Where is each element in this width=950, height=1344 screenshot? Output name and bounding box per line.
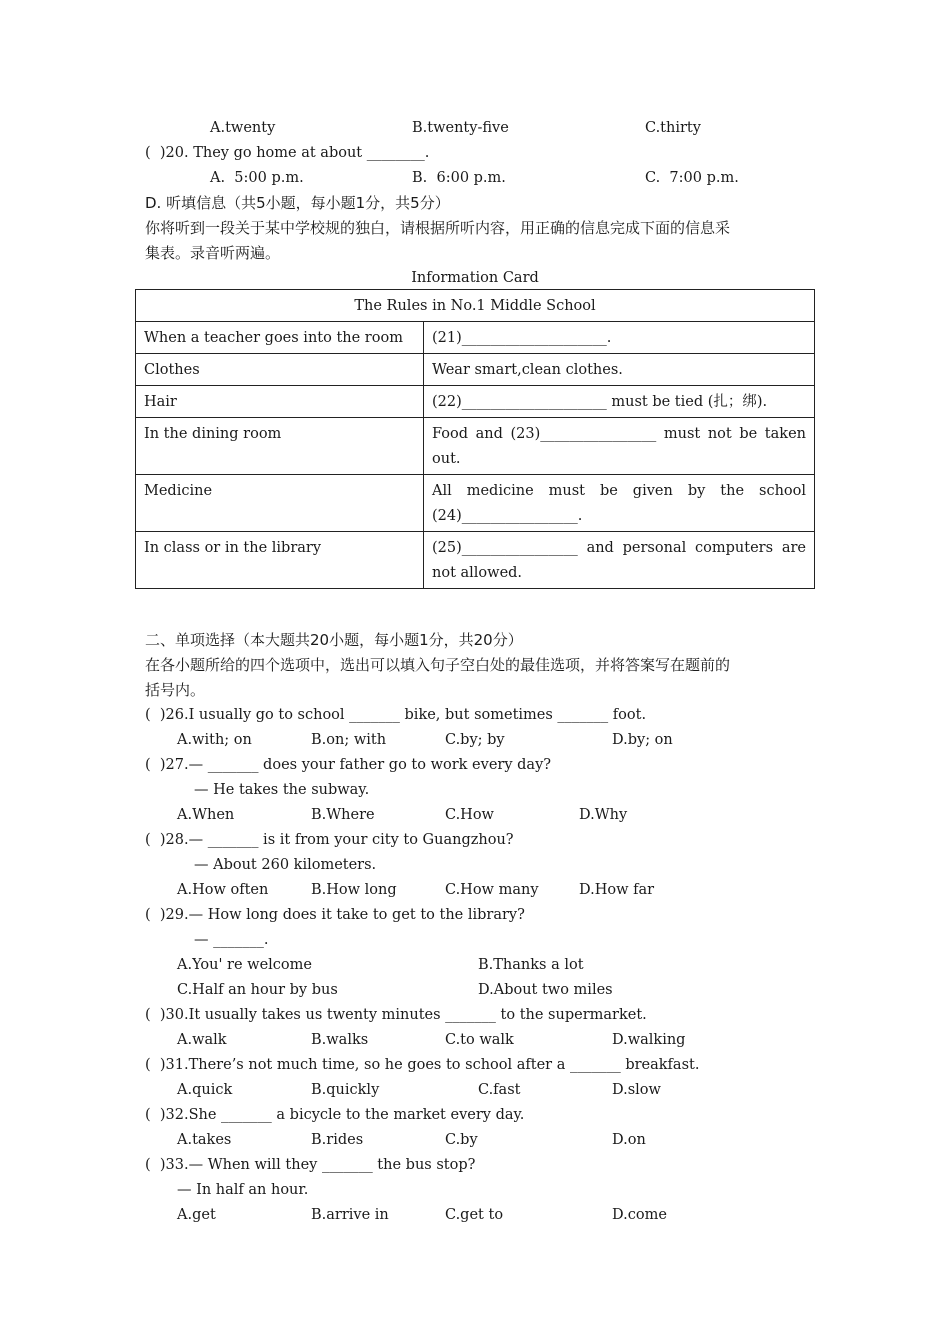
row-value: (25)________________ and personal computers are not allowed. — [424, 532, 815, 589]
table-row — [136, 322, 815, 354]
q30-option-b: B.walks — [311, 1032, 369, 1048]
table-row — [136, 532, 815, 589]
q28-option-b: B.How long — [311, 882, 397, 898]
q27-reply: — He takes the subway. — [194, 782, 370, 798]
q20-stem: ( )20. They go home at about ________. — [145, 145, 430, 161]
q33-stem: ( )33.— When will they _______ the bus stop? — [145, 1157, 476, 1173]
q20-option-b: B. 6:00 p.m. — [412, 170, 506, 186]
q32-option-a: A.takes — [177, 1132, 232, 1148]
q28-stem: ( )28.— _______ is it from your city to Guangzhou? — [145, 832, 514, 848]
q32-option-b: B.rides — [311, 1132, 364, 1148]
section-d-intro-line1: 你将听到一段关于某中学校规的独白，请根据所听内容，用正确的信息完成下面的信息采 — [145, 219, 731, 237]
row-key: Hair — [136, 386, 424, 418]
q19-option-c: C.thirty — [645, 120, 701, 136]
q33-reply: — In half an hour. — [177, 1182, 309, 1198]
card-caption: Information Card — [411, 270, 539, 286]
information-card-table — [135, 289, 815, 589]
table-row — [136, 418, 815, 475]
card-header: The Rules in No.1 Middle School — [136, 290, 815, 322]
q26-option-a: A.with; on — [177, 732, 252, 748]
q30-stem: ( )30.It usually takes us twenty minutes _______ to the supermarket. — [145, 1007, 647, 1023]
q26-option-c: C.by; by — [445, 732, 505, 748]
section-d-intro-line2: 集表。录音听两遍。 — [145, 244, 281, 262]
row-key: Medicine — [136, 475, 424, 532]
q29-option-c: C.Half an hour by bus — [177, 982, 338, 998]
q28-option-a: A.How often — [177, 882, 269, 898]
q31-option-c: C.fast — [478, 1082, 521, 1098]
q28-option-c: C.How many — [445, 882, 539, 898]
q32-option-d: D.on — [612, 1132, 646, 1148]
q28-option-d: D.How far — [579, 882, 655, 898]
q30-option-d: D.walking — [612, 1032, 686, 1048]
q20-option-a: A. 5:00 p.m. — [210, 170, 304, 186]
q26-option-b: B.on; with — [311, 732, 387, 748]
q27-option-d: D.Why — [579, 807, 628, 823]
q26-option-d: D.by; on — [612, 732, 673, 748]
q30-option-c: C.to walk — [445, 1032, 514, 1048]
q32-option-c: C.by — [445, 1132, 478, 1148]
q31-option-d: D.slow — [612, 1082, 661, 1098]
q27-stem: ( )27.— _______ does your father go to work every day? — [145, 757, 552, 773]
row-value: Food and (23)________________ must not be taken out. — [424, 418, 815, 475]
q30-option-a: A.walk — [177, 1032, 227, 1048]
row-value: Wear smart,clean clothes. — [424, 354, 815, 386]
section-d-title: D. 听填信息（共5小题，每小题1分，共5分） — [145, 194, 450, 212]
row-value: All medicine must be given by the school (24)________________. — [424, 475, 815, 532]
q26-stem: ( )26.I usually go to school _______ bike, but sometimes _______ foot. — [145, 707, 647, 723]
q27-option-a: A.When — [177, 807, 235, 823]
q33-option-a: A.get — [177, 1207, 216, 1223]
q19-option-a: A.twenty — [210, 120, 276, 136]
q19-option-b: B.twenty-five — [412, 120, 509, 136]
q29-stem: ( )29.— How long does it take to get to the library? — [145, 907, 525, 923]
row-value: (22)____________________ must be tied (扎；绑). — [424, 386, 815, 418]
q28-reply: — About 260 kilometers. — [194, 857, 377, 873]
q31-stem: ( )31.There’s not much time, so he goes to school after a _______ breakfast. — [145, 1057, 700, 1073]
q29-option-b: B.Thanks a lot — [478, 957, 584, 973]
q27-option-b: B.Where — [311, 807, 375, 823]
q29-option-d: D.About two miles — [478, 982, 613, 998]
table-row — [136, 386, 815, 418]
row-key: Clothes — [136, 354, 424, 386]
table-row — [136, 354, 815, 386]
q31-option-b: B.quickly — [311, 1082, 380, 1098]
q33-option-b: B.arrive in — [311, 1207, 389, 1223]
table-header-row — [136, 290, 815, 322]
table-row — [136, 475, 815, 532]
section-2-title: 二、单项选择（本大题共20小题，每小题1分，共20分） — [145, 631, 523, 649]
q33-option-c: C.get to — [445, 1207, 504, 1223]
q29-option-a: A.You' re welcome — [177, 957, 312, 973]
section-2-intro-line1: 在各小题所给的四个选项中，选出可以填入句子空白处的最佳选项，并将答案写在题前的 — [145, 656, 731, 674]
row-key: When a teacher goes into the room — [136, 322, 424, 354]
q29-reply: — _______. — [194, 932, 269, 948]
q20-option-c: C. 7:00 p.m. — [645, 170, 739, 186]
row-value: (21)____________________. — [424, 322, 815, 354]
row-key: In the dining room — [136, 418, 424, 475]
section-2-intro-line2: 括号内。 — [145, 681, 206, 699]
q33-option-d: D.come — [612, 1207, 667, 1223]
q27-option-c: C.How — [445, 807, 494, 823]
q32-stem: ( )32.She _______ a bicycle to the market every day. — [145, 1107, 525, 1123]
row-key: In class or in the library — [136, 532, 424, 589]
q31-option-a: A.quick — [177, 1082, 233, 1098]
